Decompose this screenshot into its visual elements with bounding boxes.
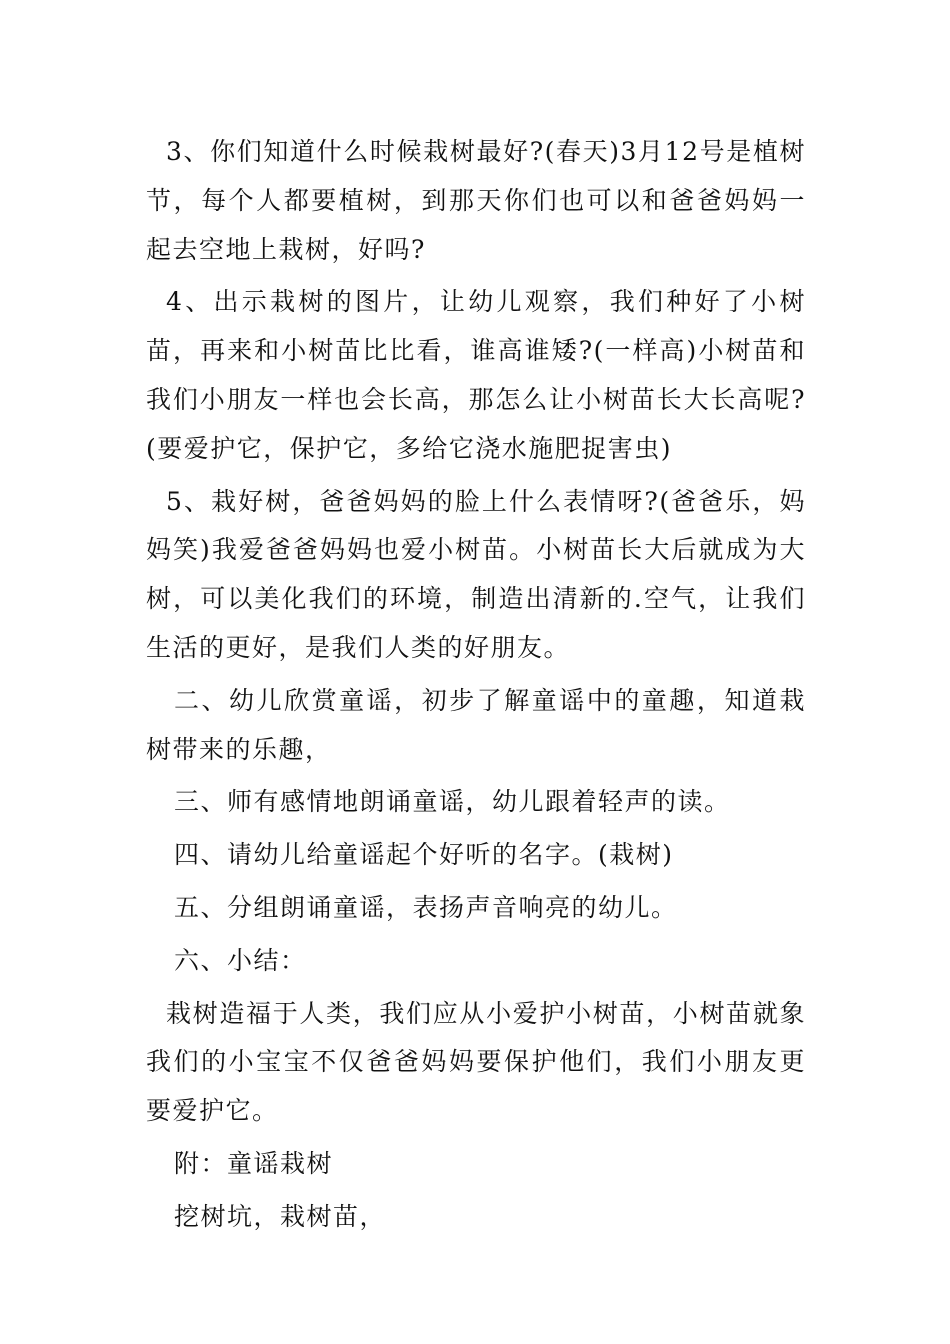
verse-line: 挖树坑，栽树苗， xyxy=(174,1201,387,1231)
document-body xyxy=(146,128,806,1246)
appendix-title: 附：童谣栽树 xyxy=(174,1148,334,1178)
section-6-heading: 六、小结： xyxy=(174,945,307,975)
section-2-paragraph: 二、幼儿欣赏童谣，初步了解童谣中的童趣，知道栽树带来的乐趣， xyxy=(146,685,806,764)
section-3-paragraph: 三、师有感情地朗诵童谣，幼儿跟着轻声的读。 xyxy=(174,787,731,817)
summary-paragraph: 栽树造福于人类，我们应从小爱护小树苗，小树苗就象我们的小宝宝不仅爸爸妈妈要保护他们，我们小朋友更要爱护它。 xyxy=(146,998,806,1126)
paragraph-step-4: 4、出示栽树的图片，让幼儿观察，我们种好了小树苗，再来和小树苗比比看，谁高谁矮?(一样高)小树苗和我们小朋友一样也会长高，那怎么让小树苗长大长高呢?(要爱护它，保护它，多给它浇水施肥捉害虫) xyxy=(146,287,806,463)
paragraph-step-3: 3、你们知道什么时候栽树最好?(春天)3月12号是植树节，每个人都要植树，到那天你们也可以和爸爸妈妈一起去空地上栽树，好吗? xyxy=(146,137,806,264)
section-4-paragraph: 四、请幼儿给童谣起个好听的名字。(栽树) xyxy=(174,840,674,870)
paragraph-step-5: 5、栽好树，爸爸妈妈的脸上什么表情呀?(爸爸乐，妈妈笑)我爱爸爸妈妈也爱小树苗。小树苗长大后就成为大树，可以美化我们的环境，制造出清新的.空气，让我们生活的更好，是我们人类的好朋友。 xyxy=(146,486,806,662)
section-5-paragraph: 五、分组朗诵童谣，表扬声音响亮的幼儿。 xyxy=(174,892,678,922)
